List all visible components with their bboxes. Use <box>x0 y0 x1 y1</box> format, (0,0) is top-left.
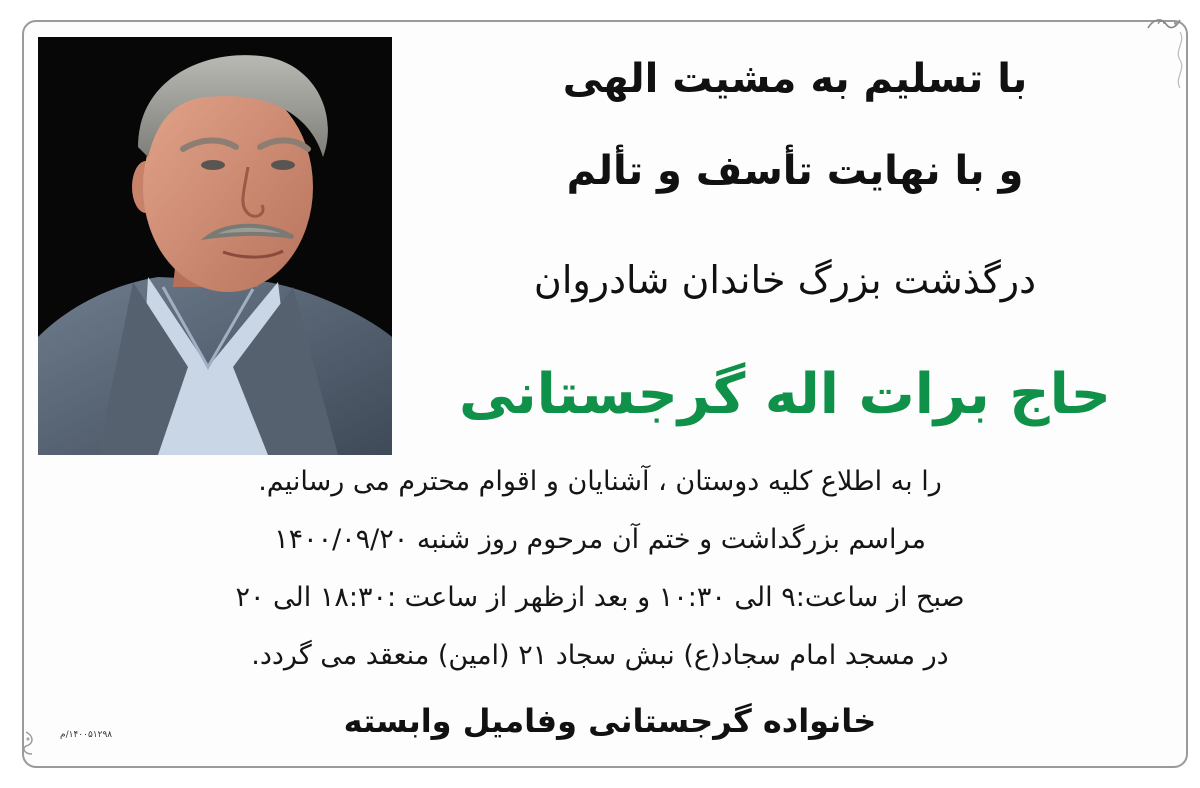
body-line-3: صبح از ساعت:۹ الی ۱۰:۳۰ و بعد ازظهر از ساعت :۱۸:۳۰ الی ۲۰ <box>235 582 965 613</box>
body-line-2: مراسم بزرگداشت و ختم آن مرحوم روز شنبه ۱۴۰۰/۰۹/۲۰ <box>274 524 926 555</box>
body-line-4: در مسجد امام سجاد(ع) نبش سجاد ۲۱ (امین) منعقد می گردد. <box>251 640 949 671</box>
body-line-1: را به اطلاع کلیه دوستان ، آشنایان و اقوام محترم می رسانیم. <box>258 466 942 497</box>
family-signature: خانواده گرجستانی وفامیل وابسته <box>343 702 877 740</box>
deceased-name: حاج برات اله گرجستانی <box>458 362 1112 427</box>
heading-line-1: با تسلیم به مشیت الهی <box>562 56 1028 102</box>
heading-line-2: و با نهایت تأسف و تألم <box>566 148 1024 194</box>
serial-number: ۱۴۰۰۵۱۲۹۸/م <box>60 730 113 740</box>
floral-ornament-icon <box>20 730 42 756</box>
floral-ornament-icon <box>1170 30 1190 90</box>
heading-line-3: درگذشت بزرگ خاندان شادروان <box>533 258 1037 302</box>
portrait-photo <box>38 37 392 455</box>
